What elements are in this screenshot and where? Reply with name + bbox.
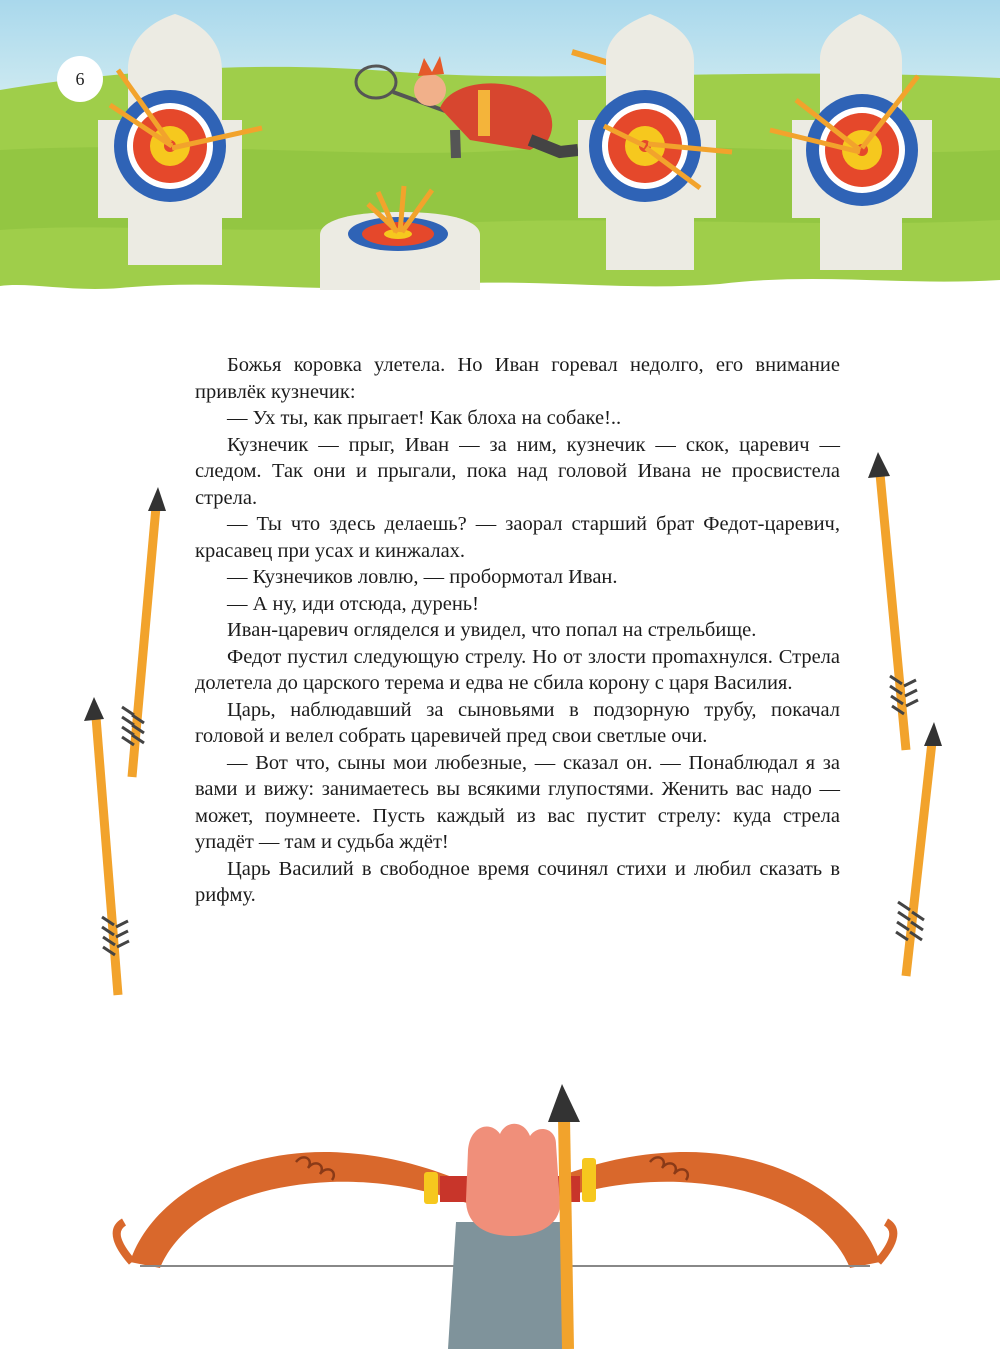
paragraph-10: — Вот что, сыны мои любезные, — сказал он. — Понаблюдал я за вами и вижу: занимаетесь вы всякими глупостями. Женить вас надо — может, поумнеете. Пусть каждый из вас пустит стрелу: куда стрела упадёт — там и судьба ждёт! xyxy=(195,751,840,853)
paragraph-7: Иван-царевич огляделся и увидел, что попал на стрельбище. xyxy=(227,619,757,641)
paragraph-3: Кузнечик — прыг, Иван — за ним, кузнечик — скок, царевич — следом. Так они и прыгали, пока над головой Ивана не просвистела стрела. xyxy=(195,433,840,509)
paragraph-11: Царь Василий в свободное время сочинял стихи и любил сказать в рифму. xyxy=(195,857,840,906)
archery-range-illustration xyxy=(0,0,1000,300)
paragraph-5: — Кузнечиков ловлю, — пробормотал Иван. xyxy=(227,566,618,588)
paragraph-9: Царь, наблюдавший за сыновьями в подзорную трубу, покачал головой и велел собрать царевичей пред свои светлые очи. xyxy=(195,698,840,747)
bow-and-hand-illustration xyxy=(0,1070,1000,1349)
paragraph-2: — Ух ты, как прыгает! Как блоха на собаке!.. xyxy=(227,407,622,429)
arrow-right-lower-icon xyxy=(882,720,942,980)
arm-sleeve xyxy=(448,1222,568,1349)
paragraph-1: Божья коровка улетела. Но Иван горевал недолго, его внимание привлёк кузнечик: xyxy=(195,354,840,403)
page-number: 6 xyxy=(57,56,103,102)
story-text xyxy=(195,352,840,909)
paragraph-8: Федот пустил следующую стрелу. Но от злости проmахнулся. Стрела долетела до царского терема и едва не сбила корону с царя Василия. xyxy=(195,645,840,694)
arrow-right-upper-icon xyxy=(862,450,922,755)
paragraph-6: — А ну, иди отсюда, дурень! xyxy=(227,592,479,615)
arrow-left-lower-icon xyxy=(78,695,138,1000)
hand xyxy=(466,1124,560,1236)
paragraph-4: — Ты что здесь делаешь? — заорал старший брат Федот-царевич, красавец при усах и кинжалах. xyxy=(195,513,840,562)
